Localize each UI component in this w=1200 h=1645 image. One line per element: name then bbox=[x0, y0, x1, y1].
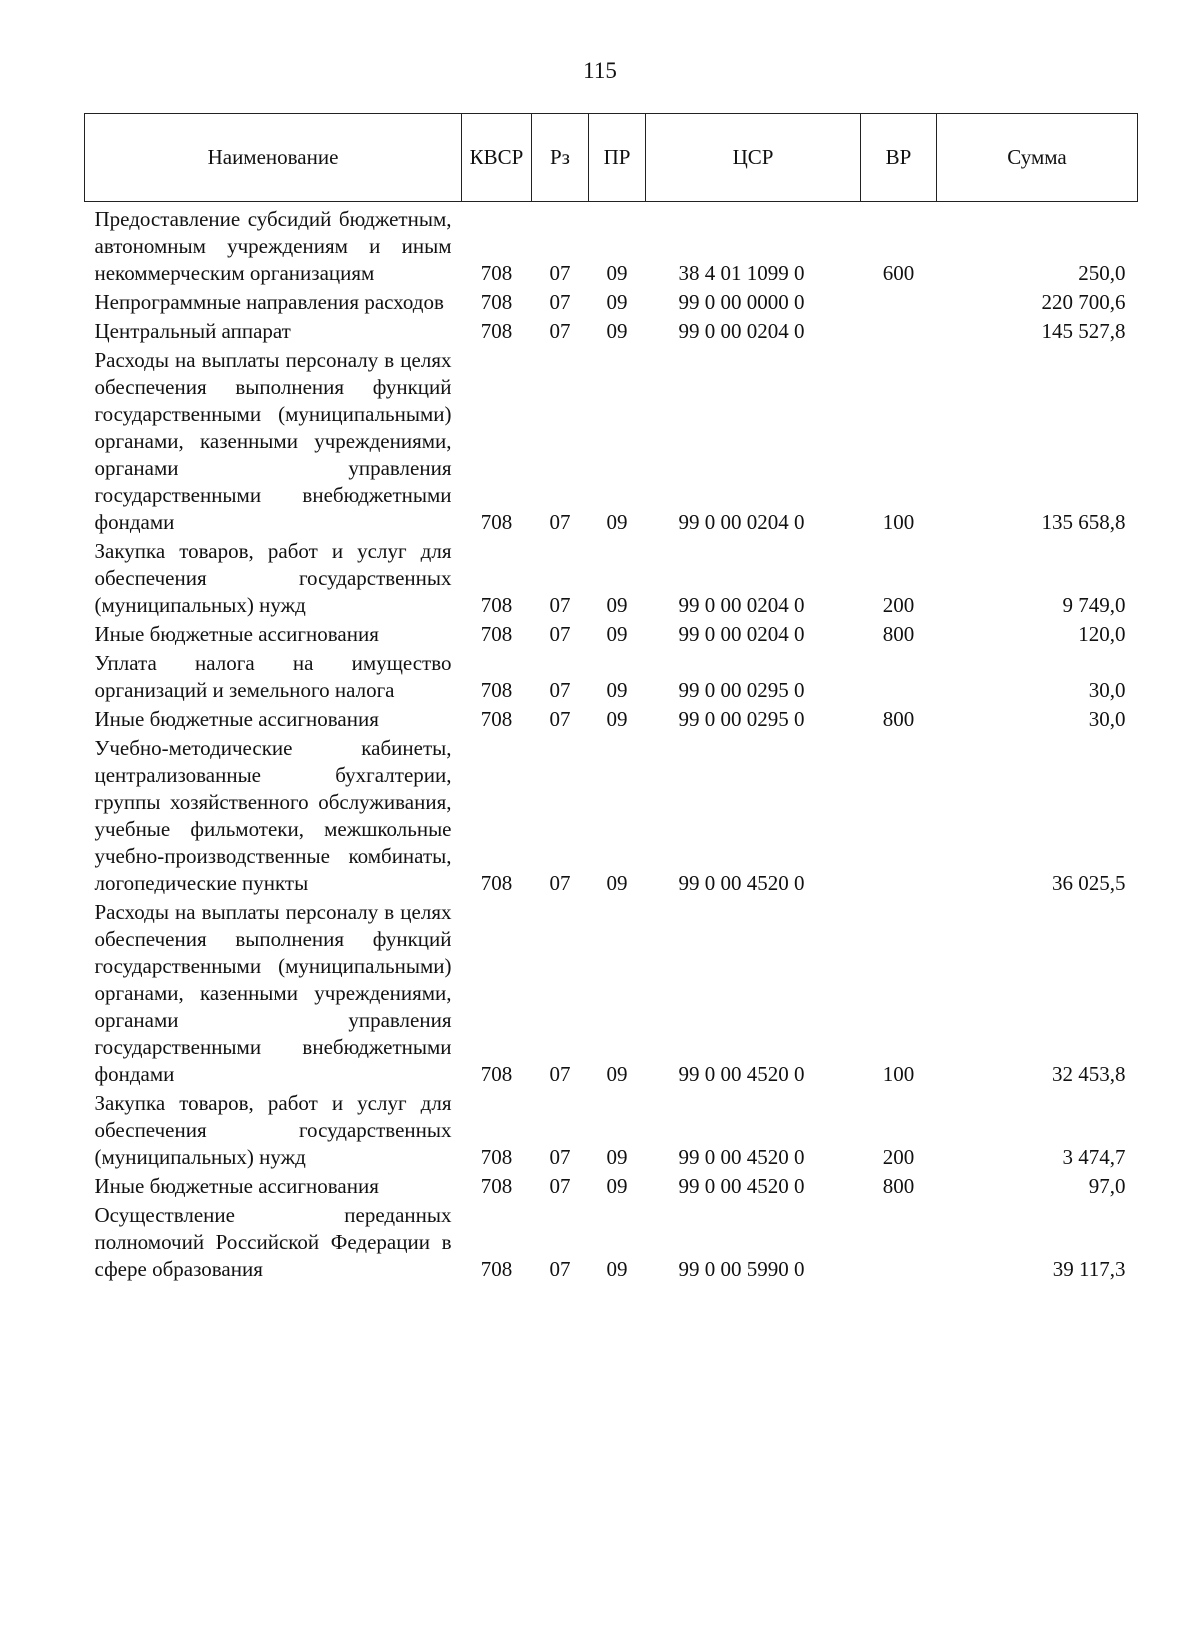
budget-table bbox=[84, 113, 1138, 1285]
row-rz: 07 bbox=[549, 871, 571, 895]
row-sum: 145 527,8 bbox=[1041, 319, 1126, 343]
row-kvsr: 708 bbox=[480, 261, 513, 285]
row-name: Учебно-методические кабинеты, централизованные бухгалтерии, группы хозяйственного обслуживания, учебные фильмотеки, межшкольные учебно-производственные комбинаты, логопедические пункты bbox=[94, 736, 452, 895]
row-csr: 99 0 00 0204 0 bbox=[678, 622, 805, 646]
row-rz: 07 bbox=[549, 1062, 571, 1086]
row-name: Осуществление переданных полномочий Российской Федерации в сфере образования bbox=[94, 1203, 452, 1281]
table-row bbox=[85, 1173, 1138, 1202]
row-csr: 38 4 01 1099 0 bbox=[678, 261, 805, 285]
row-rz: 07 bbox=[549, 678, 571, 702]
row-kvsr: 708 bbox=[480, 871, 513, 895]
table-row bbox=[85, 347, 1138, 538]
table-row bbox=[85, 621, 1138, 650]
table-row bbox=[85, 1090, 1138, 1173]
row-kvsr: 708 bbox=[480, 622, 513, 646]
row-name: Предоставление субсидий бюджетным, автономным учреждениям и иным некоммерческим организациям bbox=[94, 207, 452, 285]
row-vr: 200 bbox=[882, 593, 915, 617]
row-rz: 07 bbox=[549, 707, 571, 731]
row-name: Закупка товаров, работ и услуг для обеспечения государственных (муниципальных) нужд bbox=[94, 539, 452, 617]
row-pr: 09 bbox=[606, 871, 628, 895]
row-csr: 99 0 00 0000 0 bbox=[678, 290, 805, 314]
row-vr bbox=[861, 289, 937, 318]
row-vr bbox=[861, 735, 937, 899]
row-kvsr: 708 bbox=[480, 319, 513, 343]
row-sum: 97,0 bbox=[1088, 1174, 1126, 1198]
table-row bbox=[85, 650, 1138, 706]
row-csr: 99 0 00 0295 0 bbox=[678, 678, 805, 702]
row-kvsr: 708 bbox=[480, 510, 513, 534]
row-pr: 09 bbox=[606, 1062, 628, 1086]
row-kvsr: 708 bbox=[480, 1257, 513, 1281]
table-header-row bbox=[85, 114, 1138, 202]
row-sum: 39 117,3 bbox=[1052, 1257, 1126, 1281]
row-csr: 99 0 00 4520 0 bbox=[678, 1145, 805, 1169]
row-name: Иные бюджетные ассигнования bbox=[94, 1174, 379, 1198]
column-header-csr: ЦСР bbox=[646, 114, 861, 202]
row-name: Иные бюджетные ассигнования bbox=[94, 622, 379, 646]
row-kvsr: 708 bbox=[480, 1145, 513, 1169]
row-csr: 99 0 00 4520 0 bbox=[678, 1174, 805, 1198]
row-pr: 09 bbox=[606, 1257, 628, 1281]
row-rz: 07 bbox=[549, 1145, 571, 1169]
row-vr bbox=[861, 1202, 937, 1285]
row-vr: 800 bbox=[882, 622, 915, 646]
table-row bbox=[85, 538, 1138, 621]
column-header-rz: Рз bbox=[532, 114, 589, 202]
row-csr: 99 0 00 4520 0 bbox=[678, 871, 805, 895]
row-csr: 99 0 00 5990 0 bbox=[678, 1257, 805, 1281]
table-row bbox=[85, 735, 1138, 899]
row-rz: 07 bbox=[549, 622, 571, 646]
row-sum: 220 700,6 bbox=[1041, 290, 1126, 314]
row-pr: 09 bbox=[606, 622, 628, 646]
row-vr: 200 bbox=[882, 1145, 915, 1169]
row-vr bbox=[861, 318, 937, 347]
row-kvsr: 708 bbox=[480, 1062, 513, 1086]
table-row bbox=[85, 899, 1138, 1090]
row-sum: 30,0 bbox=[1088, 678, 1126, 702]
row-csr: 99 0 00 4520 0 bbox=[678, 1062, 805, 1086]
row-rz: 07 bbox=[549, 1174, 571, 1198]
row-name: Непрограммные направления расходов bbox=[94, 290, 444, 314]
row-vr: 800 bbox=[882, 1174, 915, 1198]
row-pr: 09 bbox=[606, 290, 628, 314]
row-pr: 09 bbox=[606, 707, 628, 731]
column-header-kvsr: КВСР bbox=[462, 114, 532, 202]
row-vr bbox=[861, 650, 937, 706]
row-kvsr: 708 bbox=[480, 593, 513, 617]
row-pr: 09 bbox=[606, 1145, 628, 1169]
row-csr: 99 0 00 0204 0 bbox=[678, 319, 805, 343]
row-vr: 100 bbox=[882, 510, 915, 534]
row-kvsr: 708 bbox=[480, 707, 513, 731]
row-rz: 07 bbox=[549, 510, 571, 534]
row-sum: 120,0 bbox=[1078, 622, 1126, 646]
row-pr: 09 bbox=[606, 1174, 628, 1198]
row-rz: 07 bbox=[549, 261, 571, 285]
row-csr: 99 0 00 0204 0 bbox=[678, 510, 805, 534]
row-pr: 09 bbox=[606, 510, 628, 534]
row-sum: 32 453,8 bbox=[1052, 1062, 1126, 1086]
row-rz: 07 bbox=[549, 319, 571, 343]
row-name: Расходы на выплаты персоналу в целях обеспечения выполнения функций государственными (муниципальными) органами, казенными учреждениями, органами управления государственными внебюджетными фондами bbox=[94, 900, 452, 1086]
row-sum: 9 749,0 bbox=[1062, 593, 1126, 617]
row-name: Иные бюджетные ассигнования bbox=[94, 707, 379, 731]
row-csr: 99 0 00 0295 0 bbox=[678, 707, 805, 731]
row-name: Расходы на выплаты персоналу в целях обеспечения выполнения функций государственными (муниципальными) органами, казенными учреждениями, органами управления государственными внебюджетными фондами bbox=[94, 348, 452, 534]
row-pr: 09 bbox=[606, 319, 628, 343]
row-vr: 800 bbox=[882, 707, 915, 731]
table-row bbox=[85, 289, 1138, 318]
table-row bbox=[85, 706, 1138, 735]
row-vr: 600 bbox=[882, 261, 915, 285]
row-pr: 09 bbox=[606, 593, 628, 617]
row-sum: 30,0 bbox=[1088, 707, 1126, 731]
row-kvsr: 708 bbox=[480, 290, 513, 314]
column-header-pr: ПР bbox=[589, 114, 646, 202]
column-header-vr: ВР bbox=[861, 114, 937, 202]
row-pr: 09 bbox=[606, 678, 628, 702]
row-sum: 250,0 bbox=[1078, 261, 1126, 285]
row-sum: 135 658,8 bbox=[1041, 510, 1126, 534]
row-sum: 36 025,5 bbox=[1052, 871, 1126, 895]
row-kvsr: 708 bbox=[480, 678, 513, 702]
table-row bbox=[85, 318, 1138, 347]
row-name: Центральный аппарат bbox=[94, 319, 291, 343]
row-rz: 07 bbox=[549, 290, 571, 314]
table-row bbox=[85, 1202, 1138, 1285]
row-pr: 09 bbox=[606, 261, 628, 285]
column-header-name: Наименование bbox=[85, 114, 462, 202]
page-number: 115 bbox=[583, 58, 617, 83]
column-header-sum: Сумма bbox=[937, 114, 1138, 202]
row-rz: 07 bbox=[549, 1257, 571, 1281]
row-kvsr: 708 bbox=[480, 1174, 513, 1198]
row-rz: 07 bbox=[549, 593, 571, 617]
row-name: Уплата налога на имущество организаций и земельного налога bbox=[94, 651, 452, 702]
table-row bbox=[85, 202, 1138, 290]
row-sum: 3 474,7 bbox=[1062, 1145, 1126, 1169]
row-csr: 99 0 00 0204 0 bbox=[678, 593, 805, 617]
row-name: Закупка товаров, работ и услуг для обеспечения государственных (муниципальных) нужд bbox=[94, 1091, 452, 1169]
row-vr: 100 bbox=[882, 1062, 915, 1086]
